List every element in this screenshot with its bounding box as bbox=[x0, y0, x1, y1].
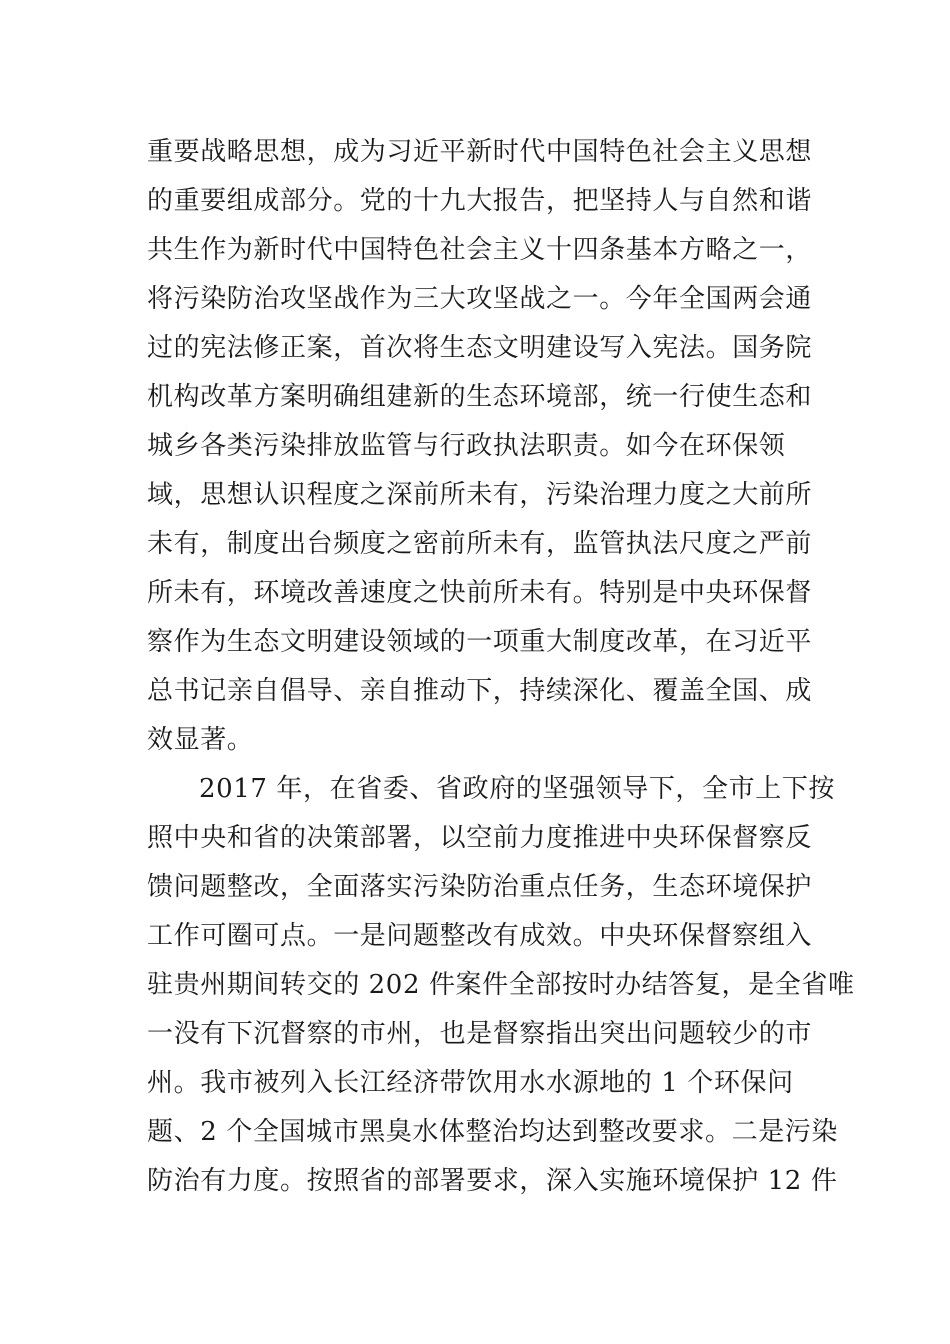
text-line: 未有，制度出台频度之密前所未有，监管执法尺度之严前 bbox=[147, 529, 813, 559]
body-text bbox=[147, 128, 855, 1206]
text-line: 的重要组成部分。党的十九大报告，把坚持人与自然和谐 bbox=[147, 186, 813, 216]
text-line: 城乡各类污染排放监管与行政执法职责。如今在环保领 bbox=[147, 431, 786, 461]
text-line: 题、2 个全国城市黑臭水体整治均达到整改要求。二是污染 bbox=[147, 1117, 839, 1147]
text-line: 所未有，环境改善速度之快前所未有。特别是中央环保督 bbox=[147, 578, 813, 608]
text-line: 效显著。 bbox=[147, 725, 254, 755]
text-line: 工作可圈可点。一是问题整改有成效。中央环保督察组入 bbox=[147, 921, 813, 951]
text-line: 域，思想认识程度之深前所未有，污染治理力度之大前所 bbox=[147, 480, 813, 510]
text-line: 过的宪法修正案，首次将生态文明建设写入宪法。国务院 bbox=[147, 333, 813, 363]
text-line: 总书记亲自倡导、亲自推动下，持续深化、覆盖全国、成 bbox=[147, 676, 813, 706]
text-line: 防治有力度。按照省的部署要求，深入实施环境保护 12 件 bbox=[147, 1166, 838, 1196]
text-line: 共生作为新时代中国特色社会主义十四条基本方略之一， bbox=[147, 235, 813, 265]
text-line: 重要战略思想，成为习近平新时代中国特色社会主义思想 bbox=[147, 137, 813, 167]
text-line: 察作为生态文明建设领域的一项重大制度改革，在习近平 bbox=[147, 627, 813, 657]
paragraph-first-line: 2017 年，在省委、省政府的坚强领导下，全市上下按 bbox=[199, 774, 836, 804]
text-line: 驻贵州期间转交的 202 件案件全部按时办结答复，是全省唯 bbox=[147, 970, 855, 1000]
text-line: 照中央和省的决策部署，以空前力度推进中央环保督察反 bbox=[147, 823, 813, 853]
text-line: 州。我市被列入长江经济带饮用水水源地的 1 个环保问 bbox=[147, 1068, 794, 1098]
text-line: 将污染防治攻坚战作为三大攻坚战之一。今年全国两会通 bbox=[147, 284, 813, 314]
text-line: 馈问题整改，全面落实污染防治重点任务，生态环境保护 bbox=[147, 872, 813, 902]
text-line: 一没有下沉督察的市州，也是督察指出突出问题较少的市 bbox=[147, 1019, 813, 1049]
text-line: 机构改革方案明确组建新的生态环境部，统一行使生态和 bbox=[147, 382, 813, 412]
